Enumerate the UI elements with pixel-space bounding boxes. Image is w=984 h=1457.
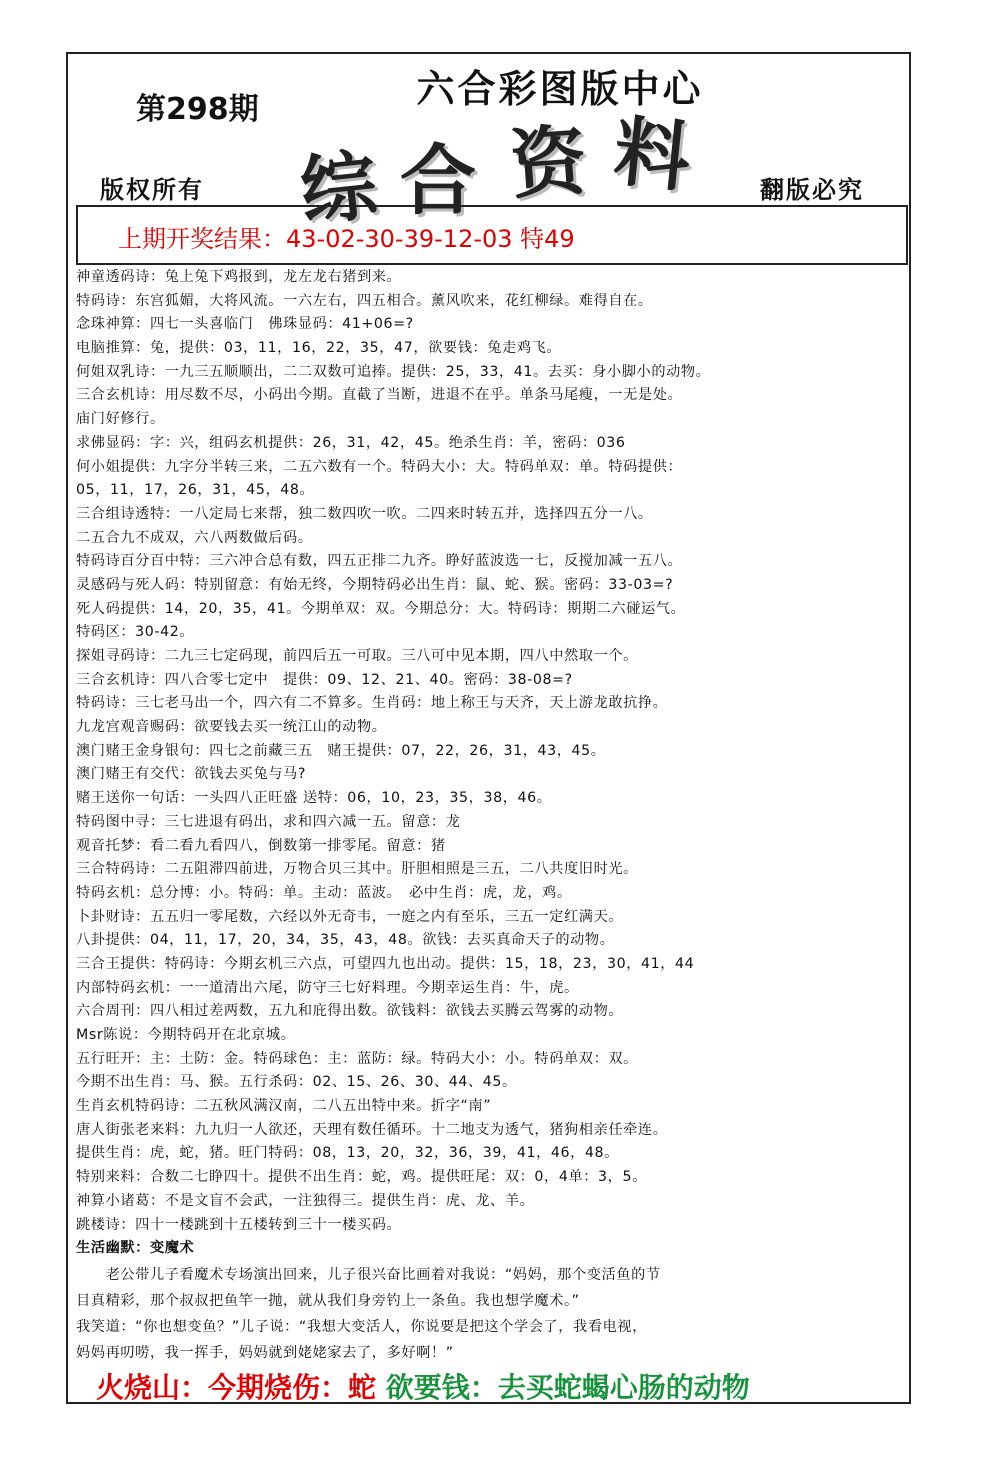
text-line: 死人码提供：14，20，35，41。今期单双：双。今期总分：大。特码诗：期期二六碰运气。 — [76, 600, 686, 617]
story-line: 我笑道：“你也想变鱼？”儿子说：“我想大变活人，你说要是把这个学会了，我看电视， — [76, 1319, 647, 1335]
big-title — [296, 106, 730, 237]
text-line: 神算小诸葛：不是文盲不会武，一注独得三。提供生肖：虎、龙、羊。 — [76, 1192, 535, 1209]
text-line: 跳楼诗：四十一楼跳到十五楼转到三十一楼买码。 — [76, 1216, 402, 1233]
text-line: 三合特码诗：二五阻滞四前进，万物合贝三其中。肝胆相照是三五，二八共度旧时光。 — [76, 861, 638, 878]
copyright-left: 版权所有 — [100, 175, 204, 204]
text-line: 念珠神算：四七一头喜临门 佛珠显码：41+06=? — [76, 316, 414, 333]
text-line: 生肖玄机特码诗：二五秋风满汉南，二八五出特中来。折字“南” — [76, 1098, 492, 1115]
text-line: 内部特码玄机：一一道清出六尾，防守三七好料理。今期幸运生肖：牛，虎。 — [76, 979, 579, 996]
text-line: Msr陈说：今期特码开在北京城。 — [76, 1027, 296, 1043]
text-line: 特码区：30-42。 — [76, 624, 195, 641]
story-line: 妈妈再叨唠，我一挥手，妈妈就到姥姥家去了，多好啊！” — [76, 1345, 454, 1361]
text-line: 唐人街张老来料：九九归一人欲还，天理有数任循环。十二地支为透气，猪狗相亲任牵连。 — [76, 1121, 668, 1138]
big-title-char-4: 料 — [609, 106, 695, 203]
text-line: 澳门赌王金身银句：四七之前藏三五 赌王提供：07，22，26，31，43，45。 — [76, 742, 606, 759]
text-line: 五行旺开：主：土防：金。特码球色：主：蓝防：绿。特码大小：小。特码单双：双。 — [76, 1050, 638, 1067]
text-line: 六合周刊：四八相过差两数，五九和庇得出数。欲钱料：欲钱去买腾云驾雾的动物。 — [76, 1003, 624, 1020]
footer-tip — [96, 1366, 750, 1406]
result-box — [76, 205, 908, 265]
text-line: 三合玄机诗：用尽数不尽，小码出今期。直截了当断，进退不在乎。单条马尾瘦，一无是处。 — [76, 387, 683, 404]
last-draw-result: 上期开奖结果：43-02-30-39-12-03 特49 — [118, 225, 575, 253]
text-line: 特别来料：合数二七睁四十。提供不出生肖：蛇，鸡。提供旺尾：双：0，4单：3，5。 — [76, 1169, 647, 1186]
story-line: 目真精彩，那个叔叔把鱼竿一抛，就从我们身旁钓上一条鱼。我也想学魔术。” — [76, 1293, 580, 1309]
text-line: 九龙宫观音赐码：欲要钱去买一统江山的动物。 — [76, 719, 387, 736]
content-lines — [76, 266, 904, 1261]
text-line: 三合组诗透特：一八定局七来帮，独二数四吹一吹。二四来时转五并，选择四五分一八。 — [76, 505, 653, 522]
text-line: 特码诗百分百中特：三六冲合总有数，四五正排二九齐。睁好蓝波选一七，反搅加减一五八。 — [76, 553, 683, 570]
footer-red-text: 火烧山：今期烧伤：蛇 — [96, 1371, 377, 1404]
text-line: 神童透码诗：兔上兔下鸡报到，龙左龙右猪到来。 — [76, 269, 402, 285]
big-title-char-1: 综 — [296, 140, 382, 237]
text-line: 生活幽默：变魔术 — [76, 1240, 195, 1257]
copyright-right: 翻版必究 — [760, 175, 864, 204]
big-title-char-2: 合 — [400, 136, 476, 225]
text-line: 观音托梦：看二看九看四八，倒数第一排零尾。留意：猪 — [76, 837, 446, 854]
text-line: 灵感码与死人码：特别留意：有始无终，今期特码必出生肖：鼠、蛇、猴。密码：33-03=? — [76, 576, 674, 593]
center-title: 六合彩图版中心 — [416, 66, 704, 111]
big-title-char-3: 资 — [507, 115, 590, 210]
text-line: 何姐双乳诗：一九三五顺顺出，二二双数可追捧。提供：25，33，41。去买：身小脚小的动物。 — [76, 363, 711, 380]
story-line: 老公带儿子看魔术专场演出回来，儿子很兴奋比画着对我说：“妈妈，那个变活鱼的节 — [76, 1267, 661, 1283]
text-line: 二五合九不成双，六八两数做后码。 — [76, 529, 313, 546]
text-line: 今期不出生肖：马、猴。五行杀码：02、15、26、30、44、45。 — [76, 1074, 517, 1091]
text-line: 05，11，17，26，31，45，48。 — [76, 482, 315, 499]
text-line: 赌王送你一句话：一头四八正旺盛 送特：06，10，23，35，38，46。 — [76, 790, 552, 807]
text-line: 特码诗：三七老马出一个，四六有二不算多。生肖码：地上称王与天齐，天上游龙敢抗挣。 — [76, 695, 668, 712]
humor-story — [76, 1262, 904, 1366]
text-line: 特码玄机：总分博：小。特码：单。主动：蓝波。 必中生肖：虎，龙，鸡。 — [76, 884, 572, 901]
footer-green-text: 欲要钱：去买蛇蝎心肠的动物 — [385, 1371, 750, 1404]
text-line: 提供生肖：虎，蛇，猪。旺门特码：08，13，20，32，36，39，41，46，48。 — [76, 1145, 619, 1162]
text-line: 庙门好修行。 — [76, 411, 165, 428]
text-line: 三合玄机诗：四八合零七定中 提供：09、12、21、40。密码：38-08=? — [76, 671, 573, 688]
text-line: 特码图中寻：三七进退有码出，求和四六减一五。留意：龙 — [76, 813, 461, 830]
text-line: 八卦提供：04，11，17，20，34，35，43，48。欲钱：去买真命天子的动物。 — [76, 932, 615, 949]
text-line: 特码诗：东宫狐媚，大将风流。一六左右，四五相合。薰风吹来，花红柳绿。难得自在。 — [76, 292, 653, 309]
text-line: 澳门赌王有交代：欲钱去买兔与马? — [76, 766, 306, 783]
text-line: 卜卦财诗：五五归一零尾数，六经以外无奇韦，一庭之内有至乐，三五一定红满天。 — [76, 908, 624, 925]
text-line: 电脑推算：兔，提供：03，11，16，22，35，47，欲要钱：兔走鸡飞。 — [76, 340, 562, 357]
text-line: 求佛显码：字：兴，组码玄机提供：26，31，42，45。绝杀生肖：羊，密码：036 — [76, 434, 626, 451]
text-line: 探姐寻码诗：二九三七定码现，前四后五一可取。三八可中见本期，四八中然取一个。 — [76, 648, 638, 664]
text-line: 三合王提供：特码诗：今期玄机三六点，可望四九也出动。提供：15，18，23，30，41，44 — [76, 955, 695, 972]
text-line: 何小姐提供：九字分半转三来，二五六数有一个。特码大小：大。特码单双：单。特码提供： — [76, 458, 683, 475]
issue-number: 第298期 — [136, 92, 259, 127]
